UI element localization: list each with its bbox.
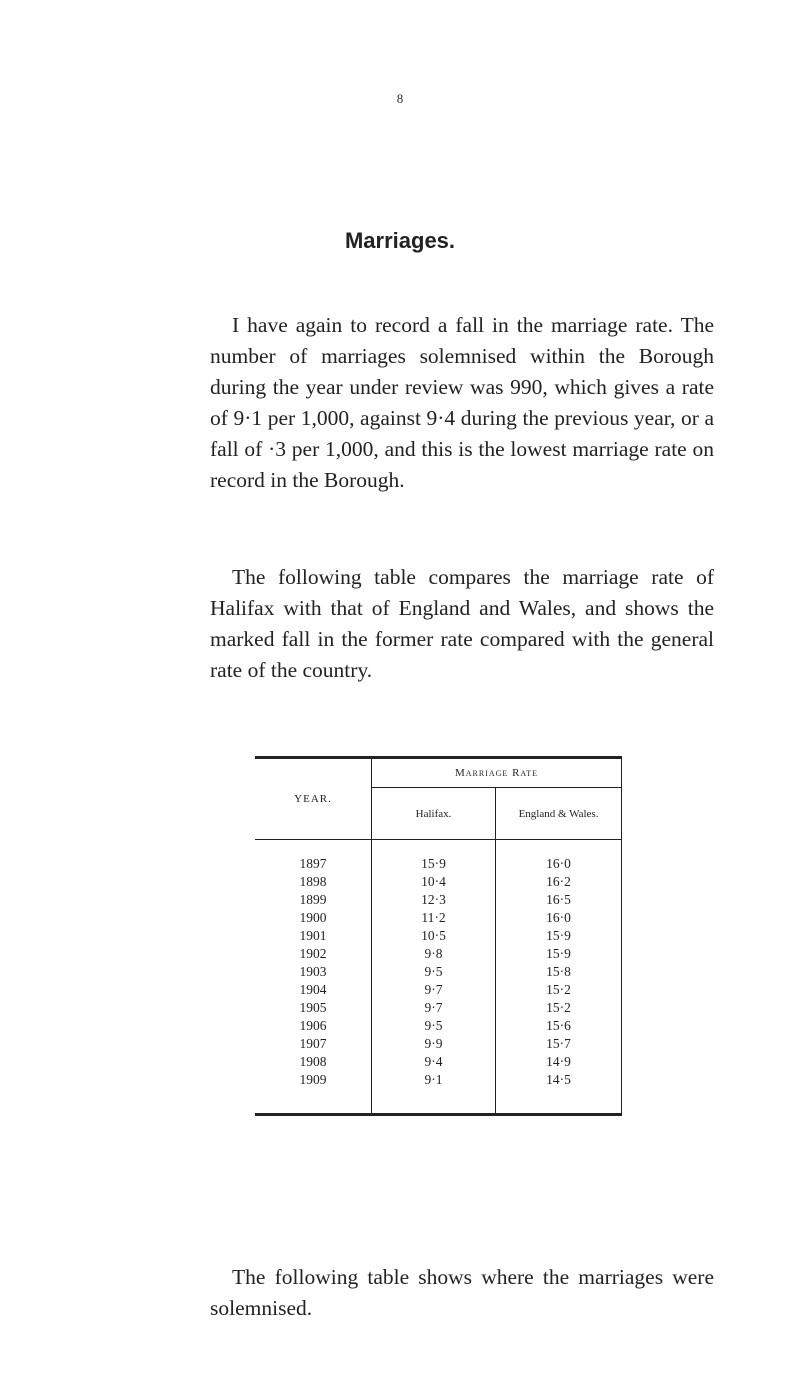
halifax-rate-cell: 9·5	[372, 1017, 496, 1035]
table-row	[255, 873, 622, 891]
table-row	[255, 891, 622, 909]
year-cell: 1900	[255, 909, 372, 927]
table-row	[255, 927, 622, 945]
year-cell: 1897	[255, 855, 372, 873]
england-rate-cell: 16·2	[496, 873, 622, 891]
halifax-rate-cell: 9·5	[372, 963, 496, 981]
paragraph-where-solemnised: The following table shows where the marriages were solemnised.	[210, 1265, 714, 1320]
year-cell: 1898	[255, 873, 372, 891]
england-rate-cell: 14·9	[496, 1053, 622, 1071]
halifax-rate-cell: 9·7	[372, 999, 496, 1017]
england-wales-column-header: England & Wales.	[496, 788, 622, 840]
marriage-rate-table	[255, 756, 622, 1116]
halifax-rate-cell: 10·5	[372, 927, 496, 945]
table-row	[255, 1053, 622, 1071]
year-cell: 1899	[255, 891, 372, 909]
year-cell: 1908	[255, 1053, 372, 1071]
table-row	[255, 981, 622, 999]
year-cell: 1901	[255, 927, 372, 945]
table-row	[255, 1071, 622, 1089]
halifax-rate-cell: 9·8	[372, 945, 496, 963]
table-row	[255, 999, 622, 1017]
year-cell: 1909	[255, 1071, 372, 1089]
halifax-rate-cell: 9·1	[372, 1071, 496, 1089]
year-cell: 1905	[255, 999, 372, 1017]
england-rate-cell: 15·2	[496, 999, 622, 1017]
england-rate-cell: 14·5	[496, 1071, 622, 1089]
paragraph-table-intro: The following table compares the marriage rate of Halifax with that of England and Wales, and shows the marked fall in the former rate compared with the general rate of the country.	[210, 565, 714, 682]
table-row	[255, 963, 622, 981]
table-row	[255, 909, 622, 927]
england-rate-cell: 16·5	[496, 891, 622, 909]
england-rate-cell: 15·2	[496, 981, 622, 999]
table-row	[255, 945, 622, 963]
halifax-rate-cell: 9·7	[372, 981, 496, 999]
halifax-rate-cell: 10·4	[372, 873, 496, 891]
year-cell: 1907	[255, 1035, 372, 1053]
table-row	[255, 855, 622, 873]
halifax-column-header: Halifax.	[372, 788, 496, 840]
page-title: Marriages.	[344, 228, 456, 253]
england-rate-cell: 16·0	[496, 909, 622, 927]
table-body	[255, 840, 622, 1115]
england-rate-cell: 16·0	[496, 855, 622, 873]
england-rate-cell: 15·7	[496, 1035, 622, 1053]
england-rate-cell: 15·9	[496, 945, 622, 963]
year-cell: 1904	[255, 981, 372, 999]
halifax-rate-cell: 9·4	[372, 1053, 496, 1071]
year-cell: 1902	[255, 945, 372, 963]
paragraph-marriage-rate: I have again to record a fall in the marriage rate. The number of marriages solemnised within the Borough during the year under review was 990, which gives a rate of 9·1 per 1,000, against 9·4 during the previous year, or a fall of ·3 per 1,000, and this is the lowest marriage rate on record in the Borough.	[210, 313, 714, 492]
table-row	[255, 1017, 622, 1035]
year-cell: 1906	[255, 1017, 372, 1035]
halifax-rate-cell: 9·9	[372, 1035, 496, 1053]
rates-table	[255, 756, 622, 1116]
halifax-rate-cell: 15·9	[372, 855, 496, 873]
marriage-rate-header: Marriage Rate	[372, 758, 622, 788]
year-column-header: YEAR.	[255, 758, 372, 840]
halifax-rate-cell: 12·3	[372, 891, 496, 909]
england-rate-cell: 15·6	[496, 1017, 622, 1035]
england-rate-cell: 15·9	[496, 927, 622, 945]
table-row	[255, 1035, 622, 1053]
page-number: 8	[396, 91, 404, 106]
year-cell: 1903	[255, 963, 372, 981]
halifax-rate-cell: 11·2	[372, 909, 496, 927]
england-rate-cell: 15·8	[496, 963, 622, 981]
